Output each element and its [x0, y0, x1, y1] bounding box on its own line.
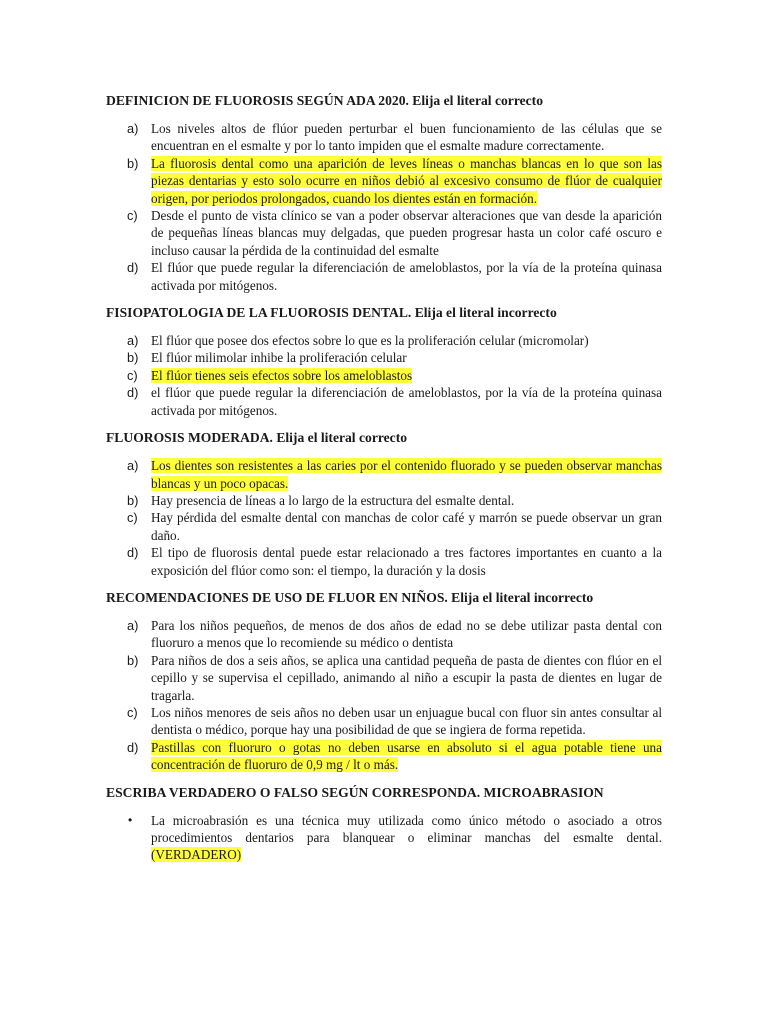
question-fluoride-recommendations: [106, 589, 662, 774]
option-marker: c): [127, 510, 138, 526]
option-text: Para niños de dos a seis años, se aplica una cantidad pequeña de pasta de dientes con flúor en el cepillo y se supervisa el cepillado, animando al niño a escupir la pasta de dientes en lugar de tragarla.: [151, 652, 662, 703]
option-text: Hay pérdida del esmalte dental con manchas de color café y marrón se puede observar un gran daño.: [151, 510, 662, 543]
option-text: El flúor que posee dos efectos sobre lo que es la proliferación celular (micromolar): [151, 333, 589, 349]
question-heading: ESCRIBA VERDADERO O FALSO SEGÚN CORRESPONDA. MICROABRASION: [106, 784, 604, 800]
option-text: el flúor que puede regular la diferenciación de ameloblastos, por la vía de la proteína quinasa activada por mitógenos.: [151, 385, 662, 418]
option-b: [106, 492, 662, 509]
option-marker: a): [127, 617, 139, 633]
option-text: Desde el punto de vista clínico se van a poder observar alteraciones que van desde la aparición de pequeñas líneas blancas muy delgadas, que pueden progresar hasta un color café oscuro e incluso causar la pérdida de la continuidad del esmalte: [151, 208, 662, 258]
options-list: [106, 457, 662, 579]
option-text: El tipo de fluorosis dental puede estar relacionado a tres factores importantes en cuanto a la exposición del flúor como son: el tiempo, la duración y la dosis: [151, 545, 662, 578]
option-marker: a): [127, 458, 139, 474]
option-d: [106, 739, 662, 774]
statements-list: [106, 812, 662, 864]
option-marker: d): [127, 739, 139, 755]
option-a: [106, 120, 662, 155]
option-d: [106, 259, 662, 294]
options-list: [106, 120, 662, 294]
option-marker: b): [127, 492, 139, 508]
option-c: [106, 509, 662, 544]
option-text: El flúor milimolar inhibe la proliferación celular: [151, 350, 407, 366]
question-microabrasion-true-false: [106, 784, 662, 864]
question-heading: FLUOROSIS MODERADA. Elija el literal correcto: [106, 430, 408, 446]
option-b: [106, 349, 662, 366]
option-text-highlighted: La fluorosis dental como una aparición de leves líneas o manchas blancas en lo que son las piezas dentarias y esto solo ocurre en niños debió al excesivo consumo de flúor de cualquier origen, por periodos prolongados, cuando los dientes están en formación.: [151, 155, 662, 206]
option-text: Los niños menores de seis años no deben usar un enjuague bucal con fluor sin antes consultar al dentista o médico, porque hay una posibilidad de que se ingiera de forma repetida.: [151, 704, 662, 738]
question-heading: DEFINICION DE FLUOROSIS SEGÚN ADA 2020. Elija el literal correcto: [106, 93, 544, 108]
option-text: El flúor que puede regular la diferenciación de ameloblastos, por la vía de la proteína quinasa activada por mitógenos.: [151, 260, 662, 293]
option-c: [106, 704, 662, 739]
option-marker: c): [127, 208, 138, 224]
bullet-icon: •: [128, 812, 133, 827]
option-marker: b): [127, 155, 139, 171]
option-text: Hay presencia de líneas a lo largo de la estructura del esmalte dental.: [151, 492, 515, 508]
statement-text: La microabrasión es una técnica muy utilizada como único método o asociado a otros procedimientos dentarios para blanquear o eliminar manchas del esmalte dental.: [151, 812, 662, 845]
question-fluorosis-physiopathology: [106, 304, 662, 419]
question-heading: RECOMENDACIONES DE USO DE FLUOR EN NIÑOS. Elija el literal incorrecto: [106, 589, 594, 605]
option-marker: c): [127, 704, 138, 720]
options-list: [106, 617, 662, 774]
question-fluorosis-definition: [106, 92, 662, 294]
option-text-highlighted: Los dientes son resistentes a las caries por el contenido fluorado y se pueden observar manchas blancas y un poco opacas.: [151, 458, 662, 491]
option-c: [106, 367, 662, 384]
option-text-highlighted: Pastillas con fluoruro o gotas no deben usarse en absoluto si el agua potable tiene una concentración de fluoruro de 0,9 mg / lt o más.: [151, 739, 662, 773]
option-text: Para los niños pequeños, de menos de dos años de edad no se debe utilizar pasta dental con fluoruro a menos que lo recomiende su médico o dentista: [151, 617, 662, 651]
option-c: [106, 207, 662, 259]
option-marker: b): [127, 652, 139, 668]
options-list: [106, 332, 662, 419]
option-text-highlighted: El flúor tienes seis efectos sobre los ameloblastos: [151, 367, 413, 383]
option-marker: d): [127, 545, 139, 561]
option-d: [106, 384, 662, 419]
option-b: [106, 155, 662, 207]
question-moderate-fluorosis: [106, 429, 662, 579]
option-marker: d): [127, 260, 139, 276]
option-a: [106, 617, 662, 652]
option-a: [106, 332, 662, 349]
option-marker: d): [127, 385, 139, 401]
option-text: Los niveles altos de flúor pueden perturbar el buen funcionamiento de las células que se encuentran en el esmalte y por lo tanto impiden que el esmalte madure correctamente.: [151, 121, 662, 154]
document-page: [106, 92, 662, 864]
option-marker: c): [127, 367, 138, 383]
option-b: [106, 652, 662, 704]
option-marker: a): [127, 333, 139, 349]
statement-answer: (VERDADERO): [151, 847, 242, 863]
option-d: [106, 544, 662, 579]
statement-item: [106, 812, 662, 864]
option-a: [106, 457, 662, 492]
question-heading: FISIOPATOLOGIA DE LA FLUOROSIS DENTAL. Elija el literal incorrecto: [106, 305, 557, 321]
option-marker: b): [127, 350, 139, 366]
option-marker: a): [127, 121, 139, 136]
